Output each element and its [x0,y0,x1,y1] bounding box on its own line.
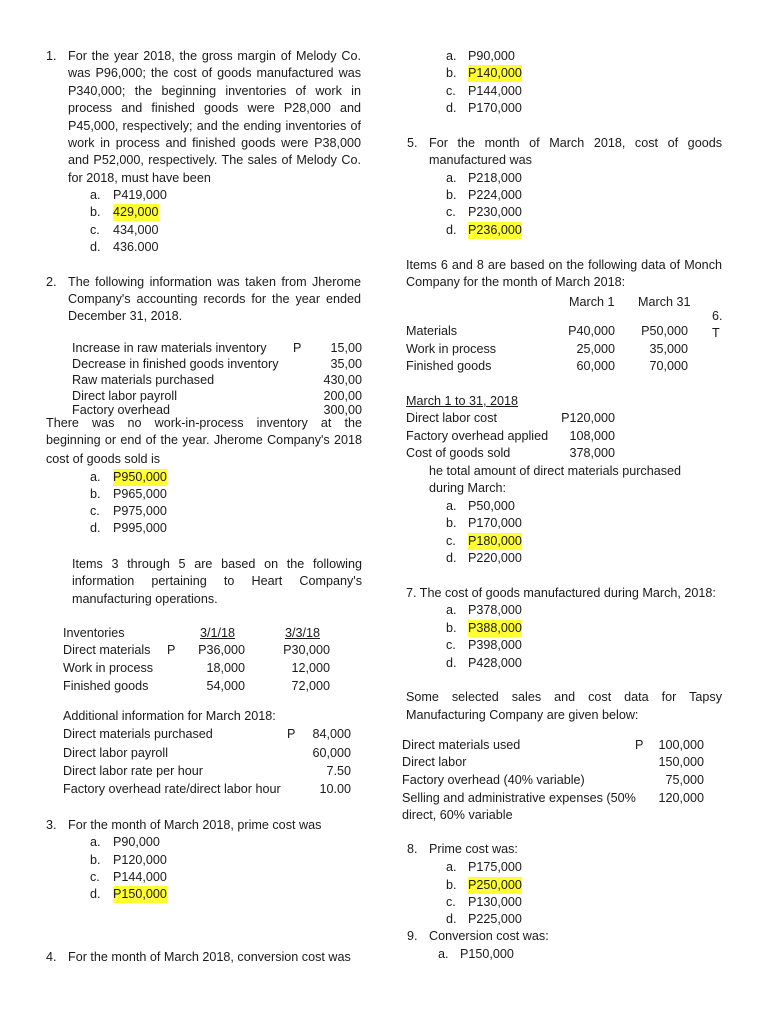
question-number: 6. [712,309,723,323]
table-label: Direct labor [402,755,467,769]
option-text-highlighted: P150,000 [113,886,167,903]
question-text-end: during March: [429,481,506,495]
option-letter: d. [90,887,101,901]
table-label: Factory overhead [72,403,171,417]
intro-text: Some selected sales and cost data for Tapsy [406,690,722,704]
option-text: P398,000 [468,638,522,652]
table-value: 200,00 [323,389,362,403]
option-text: P224,000 [468,188,522,202]
option-letter: c. [446,895,456,909]
table-value: 54,000 [206,679,245,693]
option-text: P170,000 [468,101,522,115]
table-label: Direct labor payroll [63,746,168,760]
table-label: Selling and administrative expenses (50% [402,791,636,805]
table-header: March 31 [638,295,691,309]
option-letter: c. [90,870,100,884]
table-value: 18,000 [206,661,245,675]
table-value: P50,000 [641,324,688,338]
option-text: 436.000 [113,240,159,254]
table-label: Work in process [63,661,154,675]
question-text-end: December 31, 2018. [68,309,183,323]
table-value: P30,000 [283,643,330,657]
table-label: Increase in raw materials inventory [72,341,267,355]
table-header: March 1 [569,295,615,309]
option-text: P965,000 [113,487,167,501]
question-number: 3. [46,818,57,832]
table-label: Finished goods [63,679,149,693]
option-text: P144,000 [468,84,522,98]
table-label: Direct materials used [402,738,521,752]
table-label: Raw materials purchased [72,373,215,387]
option-text: P428,000 [468,656,522,670]
option-letter: c. [446,638,456,652]
option-text: P218,000 [468,171,522,185]
option-text: P90,000 [468,49,515,63]
option-letter: d. [446,101,457,115]
option-letter: a. [446,171,457,185]
option-text-highlighted: 429,000 [113,204,159,221]
option-letter: a. [438,947,449,961]
option-text-highlighted: P950,000 [113,469,167,486]
question-number: 5. [407,136,418,150]
option-text: P225,000 [468,912,522,926]
currency-symbol: P [287,727,296,741]
question-text: For the month of March 2018, prime cost was [68,818,322,832]
question-text: For the month of March 2018, cost of goods [429,136,722,150]
table-label: Direct labor cost [406,411,497,425]
table-value: 75,000 [665,773,704,787]
option-text-highlighted: P388,000 [468,620,522,637]
question-text: he total amount of direct materials purchased [429,464,682,478]
option-text: P50,000 [468,499,515,513]
option-letter: b. [90,487,101,501]
option-text: P220,000 [468,551,522,565]
table-value: 100,000 [658,738,704,752]
option-letter: d. [90,521,101,535]
table-value: 70,000 [649,359,688,373]
table-value: 15,00 [330,341,362,355]
question-text: There was no work-in-process inventory at the beginning or end of the year. Jherome Company's 2018 [46,416,362,448]
option-letter: b. [446,66,457,80]
table-value: 60,000 [576,359,615,373]
period-heading: March 1 to 31, 2018 [406,394,519,408]
option-letter: c. [90,504,100,518]
option-text-highlighted: P236,000 [468,222,522,239]
option-letter: b. [446,878,457,892]
table-label: Decrease in finished goods inventory [72,357,279,371]
option-text: P419,000 [113,188,167,202]
intro-text-end: manufacturing operations. [72,592,218,606]
option-letter: a. [446,499,457,513]
option-text: P230,000 [468,205,522,219]
question-text: Conversion cost was: [429,929,549,943]
table-value: 108,000 [569,429,615,443]
option-letter: c. [446,534,456,548]
table-label: Direct materials [63,643,151,657]
table-header: 3/3/18 [285,626,321,640]
question-text: For the year 2018, the gross margin of Melody Co. was P96,000; the cost of goods manufactured was P340,000; the beginning inventories of work in process and finished goods were P28,000 and P45,000, respectively; and the ending inventories of work in process and finished goods were P38,000 and P52,000, respectively. The sales of Melody Co. [68,49,361,168]
option-letter: b. [446,621,457,635]
question-number: 9. [407,929,418,943]
question-text-end: manufactured was [429,153,532,167]
question-text: 7. The cost of goods manufactured during March, 2018: [406,586,716,600]
table-label: Factory overhead applied [406,429,549,443]
table-value: 150,000 [658,755,704,769]
question-text-end: for 2018, must have been [68,171,211,185]
option-letter: c. [446,84,456,98]
table-header: 3/1/18 [200,626,236,640]
table-value: 35,00 [330,357,362,371]
option-letter: a. [90,188,101,202]
table-value: 430,00 [323,373,362,387]
option-text-highlighted: P180,000 [468,533,522,550]
currency-symbol: P [635,738,644,752]
table-value: 10.00 [319,782,351,796]
section-title: Additional information for March 2018: [63,709,276,723]
table-label: Materials [406,324,458,338]
intro-text: Items 3 through 5 are based on the following information pertaining to Heart Company's [72,557,362,589]
option-letter: a. [90,470,101,484]
table-value: 25,000 [576,342,615,356]
option-text: P144,000 [113,870,167,884]
question-number: 4. [46,950,57,964]
table-label: Factory overhead (40% variable) [402,773,585,787]
option-text: P975,000 [113,504,167,518]
option-letter: d. [446,223,457,237]
question-text: The following information was taken from Jherome Company's accounting records for the year ended [68,275,361,307]
question-number: 8. [407,842,418,856]
table-value: 60,000 [312,746,351,760]
table-label: Factory overhead rate/direct labor hour [63,782,281,796]
option-letter: a. [446,860,457,874]
table-label: Cost of goods sold [406,446,511,460]
option-text: P378,000 [468,603,522,617]
option-text-highlighted: P250,000 [468,877,522,894]
option-letter: a. [446,603,457,617]
option-letter: b. [90,853,101,867]
intro-text-end: Manufacturing Company are given below: [406,708,639,722]
table-value: 72,000 [291,679,330,693]
option-text: P175,000 [468,860,522,874]
question-text: Prime cost was: [429,842,518,856]
table-value: 35,000 [649,342,688,356]
table-label: Direct labor rate per hour [63,764,203,778]
table-label: Work in process [406,342,497,356]
intro-text-end: Company for the month of March 2018: [406,275,626,289]
option-text: P120,000 [113,853,167,867]
question-number-letter: T [712,326,720,340]
option-letter: b. [90,205,101,219]
table-label: Direct materials purchased [63,727,213,741]
table-header: Inventories [63,626,125,640]
table-value: 84,000 [312,727,351,741]
option-letter: d. [446,656,457,670]
question-text-end: cost of goods sold is [46,452,161,466]
option-text: 434,000 [113,223,159,237]
option-letter: a. [446,49,457,63]
table-value: 120,000 [658,791,704,805]
option-letter: d. [446,551,457,565]
option-letter: c. [90,223,100,237]
option-text: P130,000 [468,895,522,909]
option-text: P995,000 [113,521,167,535]
question-number: 1. [46,49,57,63]
option-letter: a. [90,835,101,849]
option-letter: d. [446,912,457,926]
table-label: Finished goods [406,359,492,373]
table-value: 7.50 [326,764,351,778]
table-value: P40,000 [568,324,615,338]
option-text: P170,000 [468,516,522,530]
table-value: 12,000 [291,661,330,675]
table-label: Direct labor payroll [72,389,177,403]
table-value: P36,000 [198,643,245,657]
question-text: For the month of March 2018, conversion cost was [68,950,351,964]
option-letter: b. [446,516,457,530]
question-number: 2. [46,275,57,289]
table-value: 378,000 [569,446,615,460]
table-label: direct, 60% variable [402,808,513,822]
option-text-highlighted: P140,000 [468,65,522,82]
intro-text: Items 6 and 8 are based on the following data of Monch [406,258,722,272]
option-text: P90,000 [113,835,160,849]
currency-symbol: P [293,341,302,355]
table-value: P120,000 [561,411,615,425]
option-letter: c. [446,205,456,219]
option-letter: d. [90,240,101,254]
currency-symbol: P [167,643,176,657]
table-value: 300,00 [323,403,362,417]
option-text: P150,000 [460,947,514,961]
option-letter: b. [446,188,457,202]
